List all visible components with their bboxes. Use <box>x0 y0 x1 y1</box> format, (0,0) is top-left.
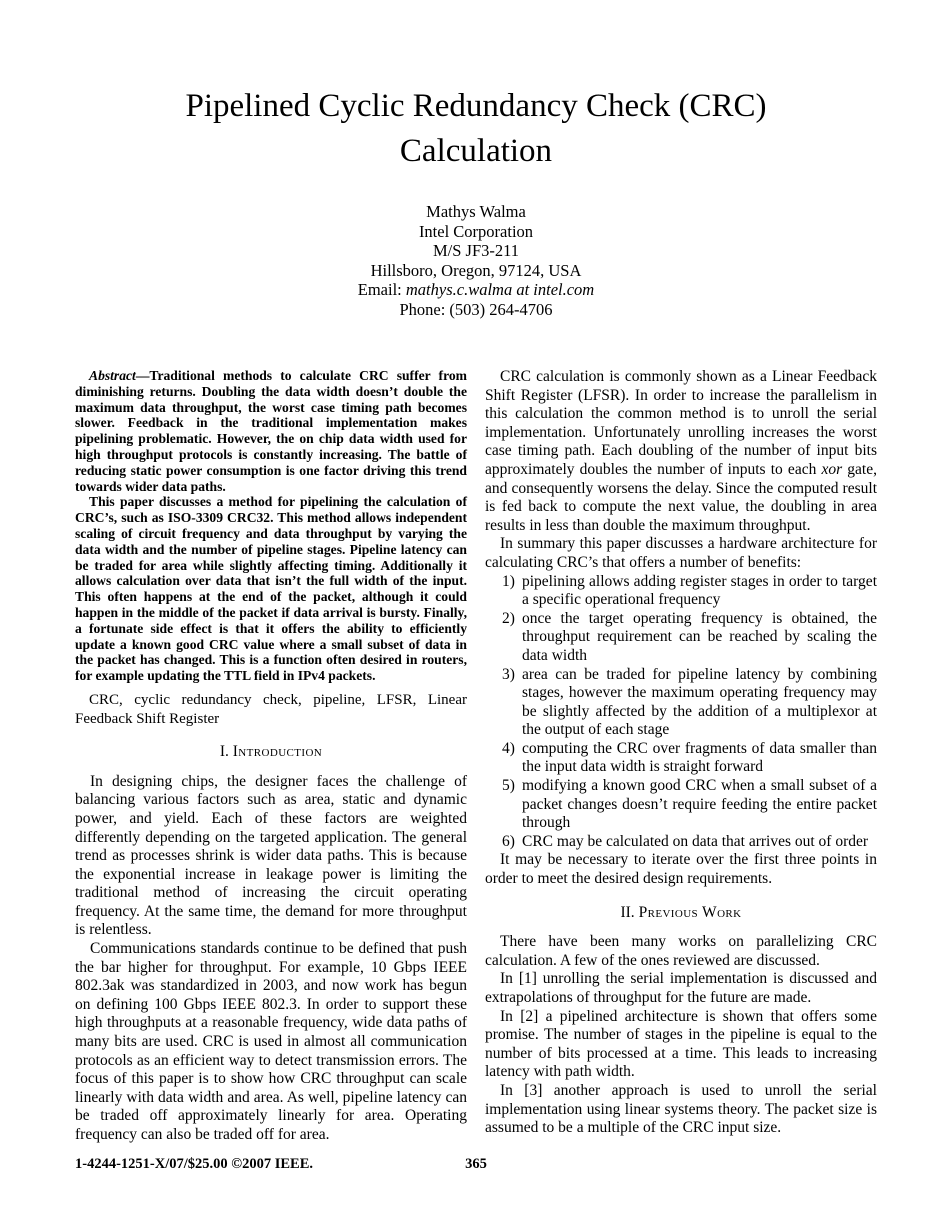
abstract-label: Abstract <box>89 368 136 383</box>
section1-title: Introduction <box>232 743 323 761</box>
benefit-marker-6: 6) <box>502 832 515 850</box>
previous-work-paragraph-4: In [3] another approach is used to unroll the serial implementation using linear systems theory. The packet size is assumed to be a multiple of the CRC input size. <box>485 1081 877 1137</box>
author-name: Mathys Walma <box>426 202 526 221</box>
lfsr-paragraph-after: gate, and consequently worsens the delay. Since the computed result is fed back to compute the next value, the doubling in area results in less than double the maximum throughput. <box>485 460 877 534</box>
benefit-item-2 <box>485 610 877 666</box>
abstract-paragraph-1-text: —Traditional methods to calculate CRC suffer from diminishing returns. Doubling the data width doesn’t double the maximum data throughput, the worst case timing path becomes slower. Feedback in the traditional implementation makes pipelining problematic. However, the on chip data width used for high throughput protocols is constantly increasing. The battle of reducing static power consumption is one factor driving this trend towards wider data paths. <box>75 368 467 494</box>
benefit-marker-1: 1) <box>502 572 515 590</box>
author-email-label: Email: <box>357 280 406 300</box>
intro-paragraph-2: Communications standards continue to be defined that push the bar higher for throughput. For example, 10 Gbps IEEE 802.3ak was standardized in 2003, and now work has begun on defining 100 Gbps IEEE 802.3. In order to support these high throughputs at a reasonable frequency, wide data paths of many bits are used. CRC is used in almost all communication protocols as an efficient way to detect transmission errors. The focus of this paper is to show how CRC throughput can scale linearly with data width and area. As well, pipeline latency can be traded off approximately linearly for area. Operating frequency can also be traded off for area. <box>75 940 467 1143</box>
benefit-text-4: computing the CRC over fragments of data smaller than the input data width is straight forward <box>522 739 877 776</box>
section2-number: II. <box>620 903 635 921</box>
benefit-item-1 <box>485 573 877 610</box>
index-terms: CRC, cyclic redundancy check, pipeline, LFSR, Linear Feedback Shift Register <box>75 691 467 727</box>
benefit-text-6: CRC may be calculated on data that arrives out of order <box>522 832 869 850</box>
column-left <box>75 368 467 1145</box>
xor-italic: xor <box>821 460 843 478</box>
benefit-item-6 <box>485 833 877 852</box>
section1-number: I. <box>219 743 229 761</box>
benefits-list <box>485 573 877 852</box>
benefit-marker-2: 2) <box>502 609 515 627</box>
author-email <box>0 280 952 300</box>
benefit-text-1: pipelining allows adding register stages in order to target a specific operational frequency <box>522 572 877 609</box>
previous-work-paragraph-2: In [1] unrolling the serial implementation is discussed and extrapolations of throughput for the future are made. <box>485 970 877 1006</box>
intro-paragraph-1: In designing chips, the designer faces the challenge of balancing various factors such as area, static and dynamic power, and yield. Each of these factors are weighted differently depending on the targeted application. The general trend as processes shrink is wider data paths. This is because the exponential increase in leakage power is limiting the traditional method of increasing the circuit operating frequency. At the same time, the demand for more throughput is relentless. <box>75 772 467 939</box>
author-address-line2: Hillsboro, Oregon, 97124, USA <box>370 260 582 280</box>
iterate-paragraph: It may be necessary to iterate over the first three points in order to meet the desired design requirements. <box>485 851 877 888</box>
benefit-marker-4: 4) <box>502 739 515 757</box>
abstract-paragraph-1 <box>75 368 467 494</box>
page-footer <box>0 1156 952 1173</box>
benefit-marker-5: 5) <box>502 777 515 795</box>
section-heading-previous-work <box>485 904 877 923</box>
author-affiliation: Intel Corporation <box>418 221 534 241</box>
paper-title <box>0 0 952 174</box>
copyright-notice: 1-4244-1251-X/07/$25.00 ©2007 IEEE. <box>75 1156 314 1172</box>
previous-work-paragraph-1: There have been many works on parallelizing CRC calculation. A few of the ones reviewed are discussed. <box>485 933 877 969</box>
benefit-text-2: once the target operating frequency is obtained, the throughput requirement can be reached by scaling the data width <box>522 609 877 664</box>
benefit-marker-3: 3) <box>502 665 515 683</box>
section-heading-introduction <box>75 743 467 762</box>
benefit-item-4 <box>485 740 877 777</box>
author-email-address: mathys.c.walma at intel.com <box>405 280 595 300</box>
paper-title-line2: Calculation <box>399 133 553 169</box>
column-right <box>485 368 877 1145</box>
author-phone: Phone: (503) 264-4706 <box>399 299 553 319</box>
abstract-paragraph-2: This paper discusses a method for pipelining the calculation of CRC’s, such as ISO-3309 CRC32. This method allows independent scaling of circuit frequency and data throughput by varying the data width and the number of pipeline stages. Pipeline latency can be traded for area while slightly affecting timing. Additionally it allows calculation over data that isn’t the full width of the input. This often happens at the end of the packet, although it could happen in the middle of the packet if data arrival is bursty. Finally, a fortunate side effect is that it offers the ability to efficiently update a known good CRC value where a small subset of data in the packet has changed. This is a function often desired in routers, for example updating the TTL field in IPv4 packets. <box>75 494 467 684</box>
summary-paragraph: In summary this paper discusses a hardware architecture for calculating CRC’s that offers a number of benefits: <box>485 535 877 571</box>
two-column-body <box>75 368 877 1145</box>
section2-title: Previous Work <box>638 903 742 921</box>
previous-work-paragraph-3: In [2] a pipelined architecture is shown that offers some promise. The number of stages in the pipeline is equal to the number of bits processed at a time. This leads to increasing latency with path width. <box>485 1007 877 1081</box>
paper-title-line1: Pipelined Cyclic Redundancy Check (CRC) <box>185 88 767 124</box>
abstract <box>75 368 467 684</box>
author-block <box>0 202 952 320</box>
author-address-line1: M/S JF3-211 <box>432 241 520 261</box>
lfsr-paragraph <box>485 368 877 535</box>
benefit-item-3 <box>485 666 877 740</box>
page-number: 365 <box>465 1156 487 1172</box>
benefit-text-5: modifying a known good CRC when a small subset of a packet changes doesn’t require feeding the entire packet through <box>522 777 877 832</box>
lfsr-paragraph-before: CRC calculation is commonly shown as a Linear Feedback Shift Register (LFSR). In order to increase the parallelism in this calculation the common method is to unroll the serial implementation. Unfortunately unrolling increases the worst case timing path. Each doubling of the number of input bits approximately doubles the number of inputs to each <box>485 368 877 478</box>
benefit-item-5 <box>485 777 877 833</box>
benefit-text-3: area can be traded for pipeline latency by combining stages, however the maximum operating frequency may be slightly affected by the addition of a multiplexor at the output of each stage <box>522 665 877 739</box>
